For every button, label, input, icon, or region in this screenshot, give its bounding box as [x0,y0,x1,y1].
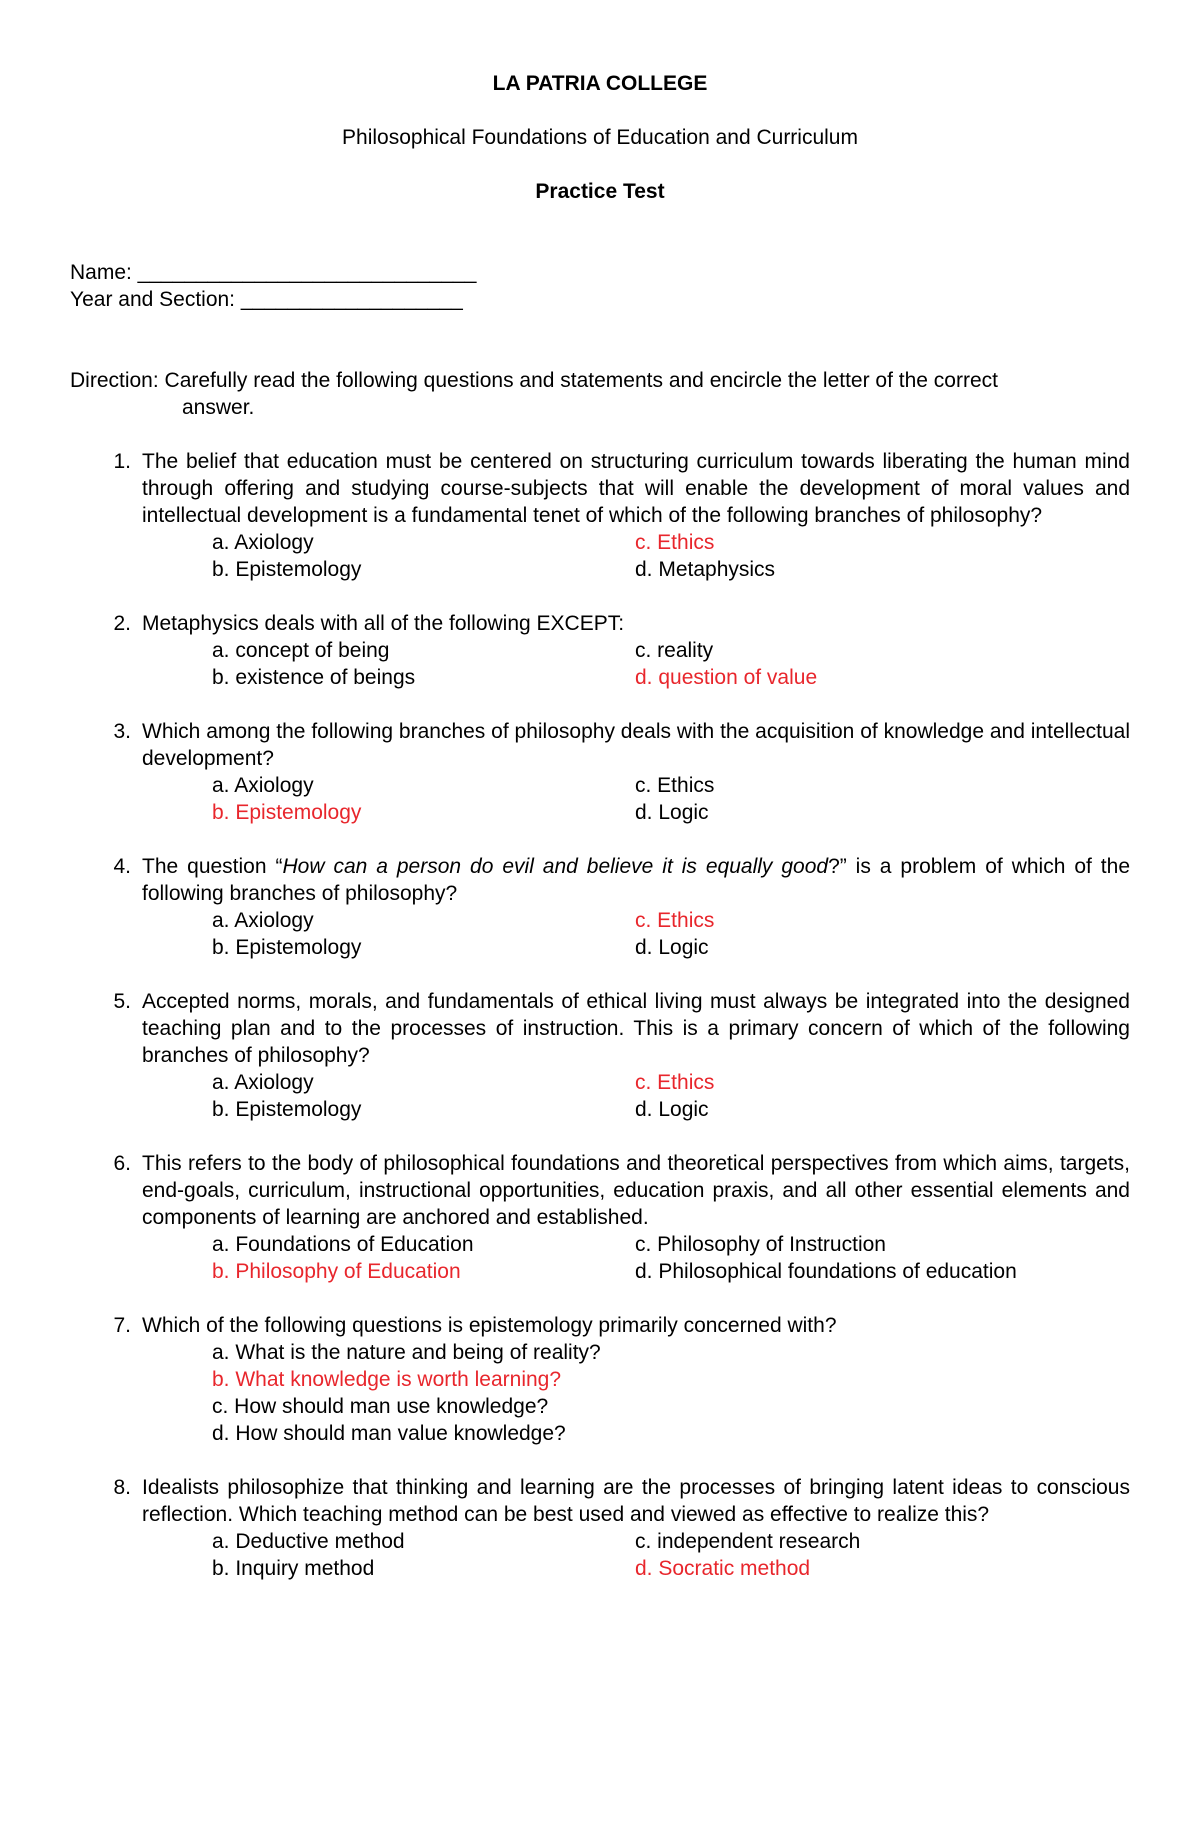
question-number: 8. [113,1476,131,1499]
course-title: Philosophical Foundations of Education and Curriculum [342,126,858,149]
option-c: c. independent research [635,1530,861,1553]
answer-options [142,1528,1130,1582]
question-stem: Accepted norms, morals, and fundamentals of ethical living must always be integrated into the designed teaching plan and to the processes of instruction. This is a primary concern of which of the following branches of philosophy? [142,990,1130,1067]
answer-options [142,772,1130,826]
question-5 [70,988,1130,1123]
stem-part-pre: The question “ [142,855,283,878]
option-a: a. Axiology [212,774,314,797]
question-number: 1. [113,450,131,473]
question-number: 3. [113,720,131,743]
option-b-correct: b. Epistemology [212,801,362,824]
option-c: c. How should man use knowledge? [212,1395,549,1418]
name-field: Name: _____________________________ [70,261,477,284]
option-d: d. How should man value knowledge? [212,1422,566,1445]
option-a: a. What is the nature and being of reality? [212,1341,601,1364]
question-number: 4. [113,855,131,878]
option-d: d. Philosophical foundations of education [635,1260,1017,1283]
test-title: Practice Test [535,180,665,203]
option-a: a. Axiology [212,909,314,932]
question-stem [142,853,1130,907]
option-a: a. Deductive method [212,1530,405,1553]
question-6 [70,1150,1130,1285]
year-section-field: Year and Section: ___________________ [70,288,463,311]
question-stem: Idealists philosophize that thinking and learning are the processes of bringing latent ideas to conscious reflection. Which teaching method can be best used and viewed as effective to realize this? [142,1476,1130,1526]
college-name: LA PATRIA COLLEGE [492,72,708,95]
answer-options [142,1339,1130,1447]
answer-options [142,529,1130,583]
question-stem: The belief that education must be centered on structuring curriculum towards liberating the human mind through offering and studying course-subjects that will enable the development of moral values and intellectual development is a fundamental tenet of which of the following branches of philosophy? [142,450,1130,527]
answer-options [142,637,1130,691]
option-b: b. Inquiry method [212,1557,375,1580]
question-number: 2. [113,612,131,635]
option-a: a. Axiology [212,1071,314,1094]
question-3 [70,718,1130,826]
question-stem: This refers to the body of philosophical foundations and theoretical perspectives from which aims, targets, end-goals, curriculum, instructional opportunities, education praxis, and all other essential elements and components of learning are anchored and established. [142,1152,1130,1229]
student-fields [70,259,1130,313]
option-c: c. Philosophy of Instruction [635,1233,886,1256]
option-c-correct: c. Ethics [635,531,715,554]
question-number: 7. [113,1314,131,1337]
question-1 [70,448,1130,583]
question-number: 6. [113,1152,131,1175]
question-stem: Which among the following branches of philosophy deals with the acquisition of knowledge and intellectual development? [142,720,1130,770]
option-d: d. Logic [635,1098,709,1121]
question-list [70,448,1130,1582]
option-c-correct: c. Ethics [635,1071,715,1094]
question-4 [70,853,1130,961]
option-b-correct: b. What knowledge is worth learning? [212,1368,562,1391]
question-stem: Which of the following questions is epistemology primarily concerned with? [142,1314,837,1337]
direction-line-2: answer. [182,396,255,419]
option-d-correct: d. question of value [635,666,818,689]
question-number: 5. [113,990,131,1013]
option-d-correct: d. Socratic method [635,1557,811,1580]
option-c-correct: c. Ethics [635,909,715,932]
option-b: b. Epistemology [212,558,362,581]
direction-line-1: Carefully read the following questions and statements and encircle the letter of the correct [164,369,998,392]
option-a: a. Foundations of Education [212,1233,474,1256]
answer-options [142,907,1130,961]
option-d: d. Metaphysics [635,558,776,581]
option-d: d. Logic [635,936,709,959]
question-8 [70,1474,1130,1582]
question-stem: Metaphysics deals with all of the following EXCEPT: [142,612,625,635]
stem-part-italic: How can a person do evil and believe it is equally good [282,855,829,878]
direction-label: Direction: [70,369,165,392]
stem-part-post: ?” is a problem of which of the following branches of philosophy? [142,855,1130,905]
option-c: c. Ethics [635,774,715,797]
option-b: b. Epistemology [212,936,362,959]
option-b-correct: b. Philosophy of Education [212,1260,461,1283]
question-7 [70,1312,1130,1447]
answer-options [142,1069,1130,1123]
option-d: d. Logic [635,801,709,824]
option-a: a. concept of being [212,639,390,662]
option-b: b. existence of beings [212,666,416,689]
option-a: a. Axiology [212,531,314,554]
direction [70,367,1130,421]
question-2 [70,610,1130,691]
answer-options [142,1231,1130,1285]
option-c: c. reality [635,639,714,662]
option-b: b. Epistemology [212,1098,362,1121]
